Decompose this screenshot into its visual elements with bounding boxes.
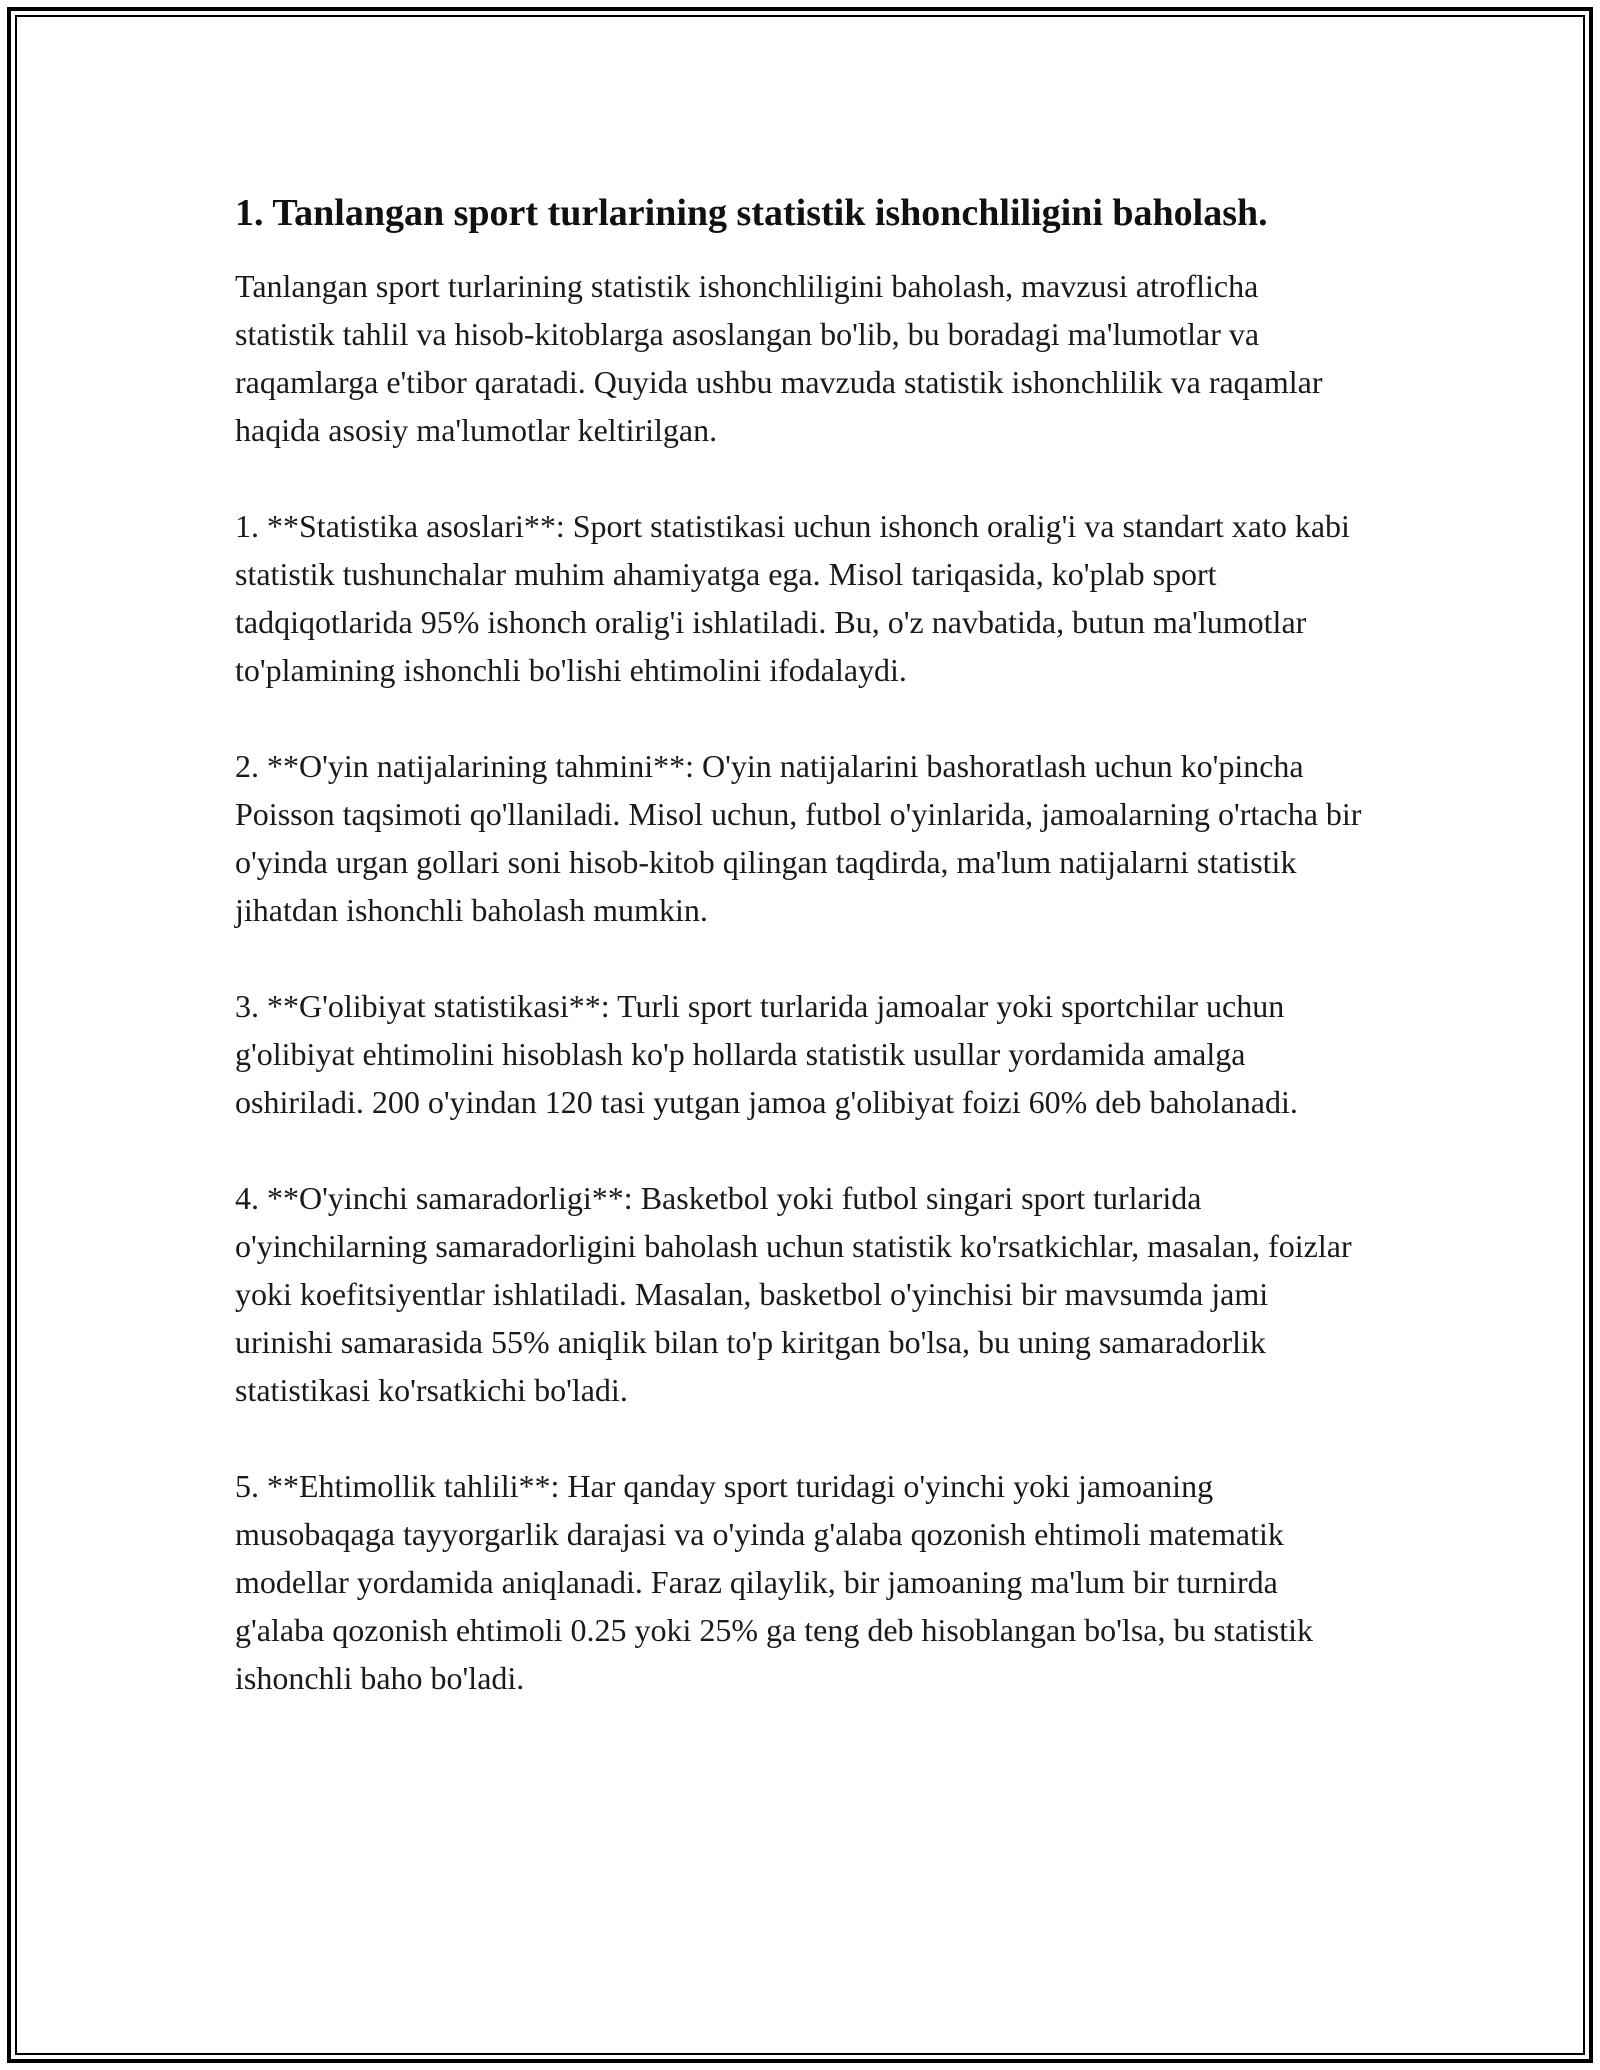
paragraph-golibiyat-statistikasi: 3. **G'olibiyat statistikasi**: Turli sport turlarida jamoalar yoki sportchilar uchun g'olibiyat ehtimolini hisoblash ko'p hollarda statistik usullar yordamida amalga oshiriladi. 200 o'yindan 120 tasi yutgan jamoa g'olibiyat foizi 60% deb baholanadi. [235,988,1298,1120]
document-title: 1. Tanlangan sport turlarining statistik ishonchliligini baholash. [235,192,1268,234]
paragraph-oyinchi-samaradorligi: 4. **O'yinchi samaradorligi**: Basketbol yoki futbol singari sport turlarida o'yinchilarning samaradorligini baholash uchun statistik ko'rsatkichlar, masalan, foizlar yoki koefitsiyentlar ishlatiladi. Masalan, basketbol o'yinchisi bir mavsumda jami urinishi samarasida 55% aniqlik bilan to'p kiritgan bo'lsa, bu uning samaradorlik statistikasi ko'rsatkichi bo'ladi. [235,1180,1352,1408]
paragraph-statistika-asoslari: 1. **Statistika asoslari**: Sport statistikasi uchun ishonch oralig'i va standart xato kabi statistik tushunchalar muhim ahamiyatga ega. Misol tariqasida, ko'plab sport tadqiqotlarida 95% ishonch oralig'i ishlatiladi. Bu, o'z navbatida, butun ma'lumotlar to'plamining ishonchli bo'lishi ehtimolini ifodalaydi. [235,508,1350,688]
paragraph-ehtimollik-tahlili: 5. **Ehtimollik tahlili**: Har qanday sport turidagi o'yinchi yoki jamoaning musobaqaga tayyorgarlik darajasi va o'yinda g'alaba qozonish ehtimoli matematik modellar yordamida aniqlanadi. Faraz qilaylik, bir jamoaning ma'lum bir turnirda g'alaba qozonish ehtimoli 0.25 yoki 25% ga teng deb hisoblangan bo'lsa, bu statistik ishonchli baho bo'ladi. [235,1468,1314,1696]
intro-paragraph: Tanlangan sport turlarining statistik ishonchliligini baholash, mavzusi atroflicha statistik tahlil va hisob-kitoblarga asoslangan bo'lib, bu boradagi ma'lumotlar va raqamlarga e'tibor qaratadi. Quyida ushbu mavzuda statistik ishonchlilik va raqamlar haqida asosiy ma'lumotlar keltirilgan. [235,268,1323,448]
document-content [235,186,1365,1750]
paragraph-oyin-natijalari: 2. **O'yin natijalarining tahmini**: O'yin natijalarini bashoratlash uchun ko'pincha Poisson taqsimoti qo'llaniladi. Misol uchun, futbol o'yinlarida, jamoalarning o'rtacha bir o'yinda urgan gollari soni hisob-kitob qilingan taqdirda, ma'lum natijalarni statistik jihatdan ishonchli baholash mumkin. [235,748,1362,928]
